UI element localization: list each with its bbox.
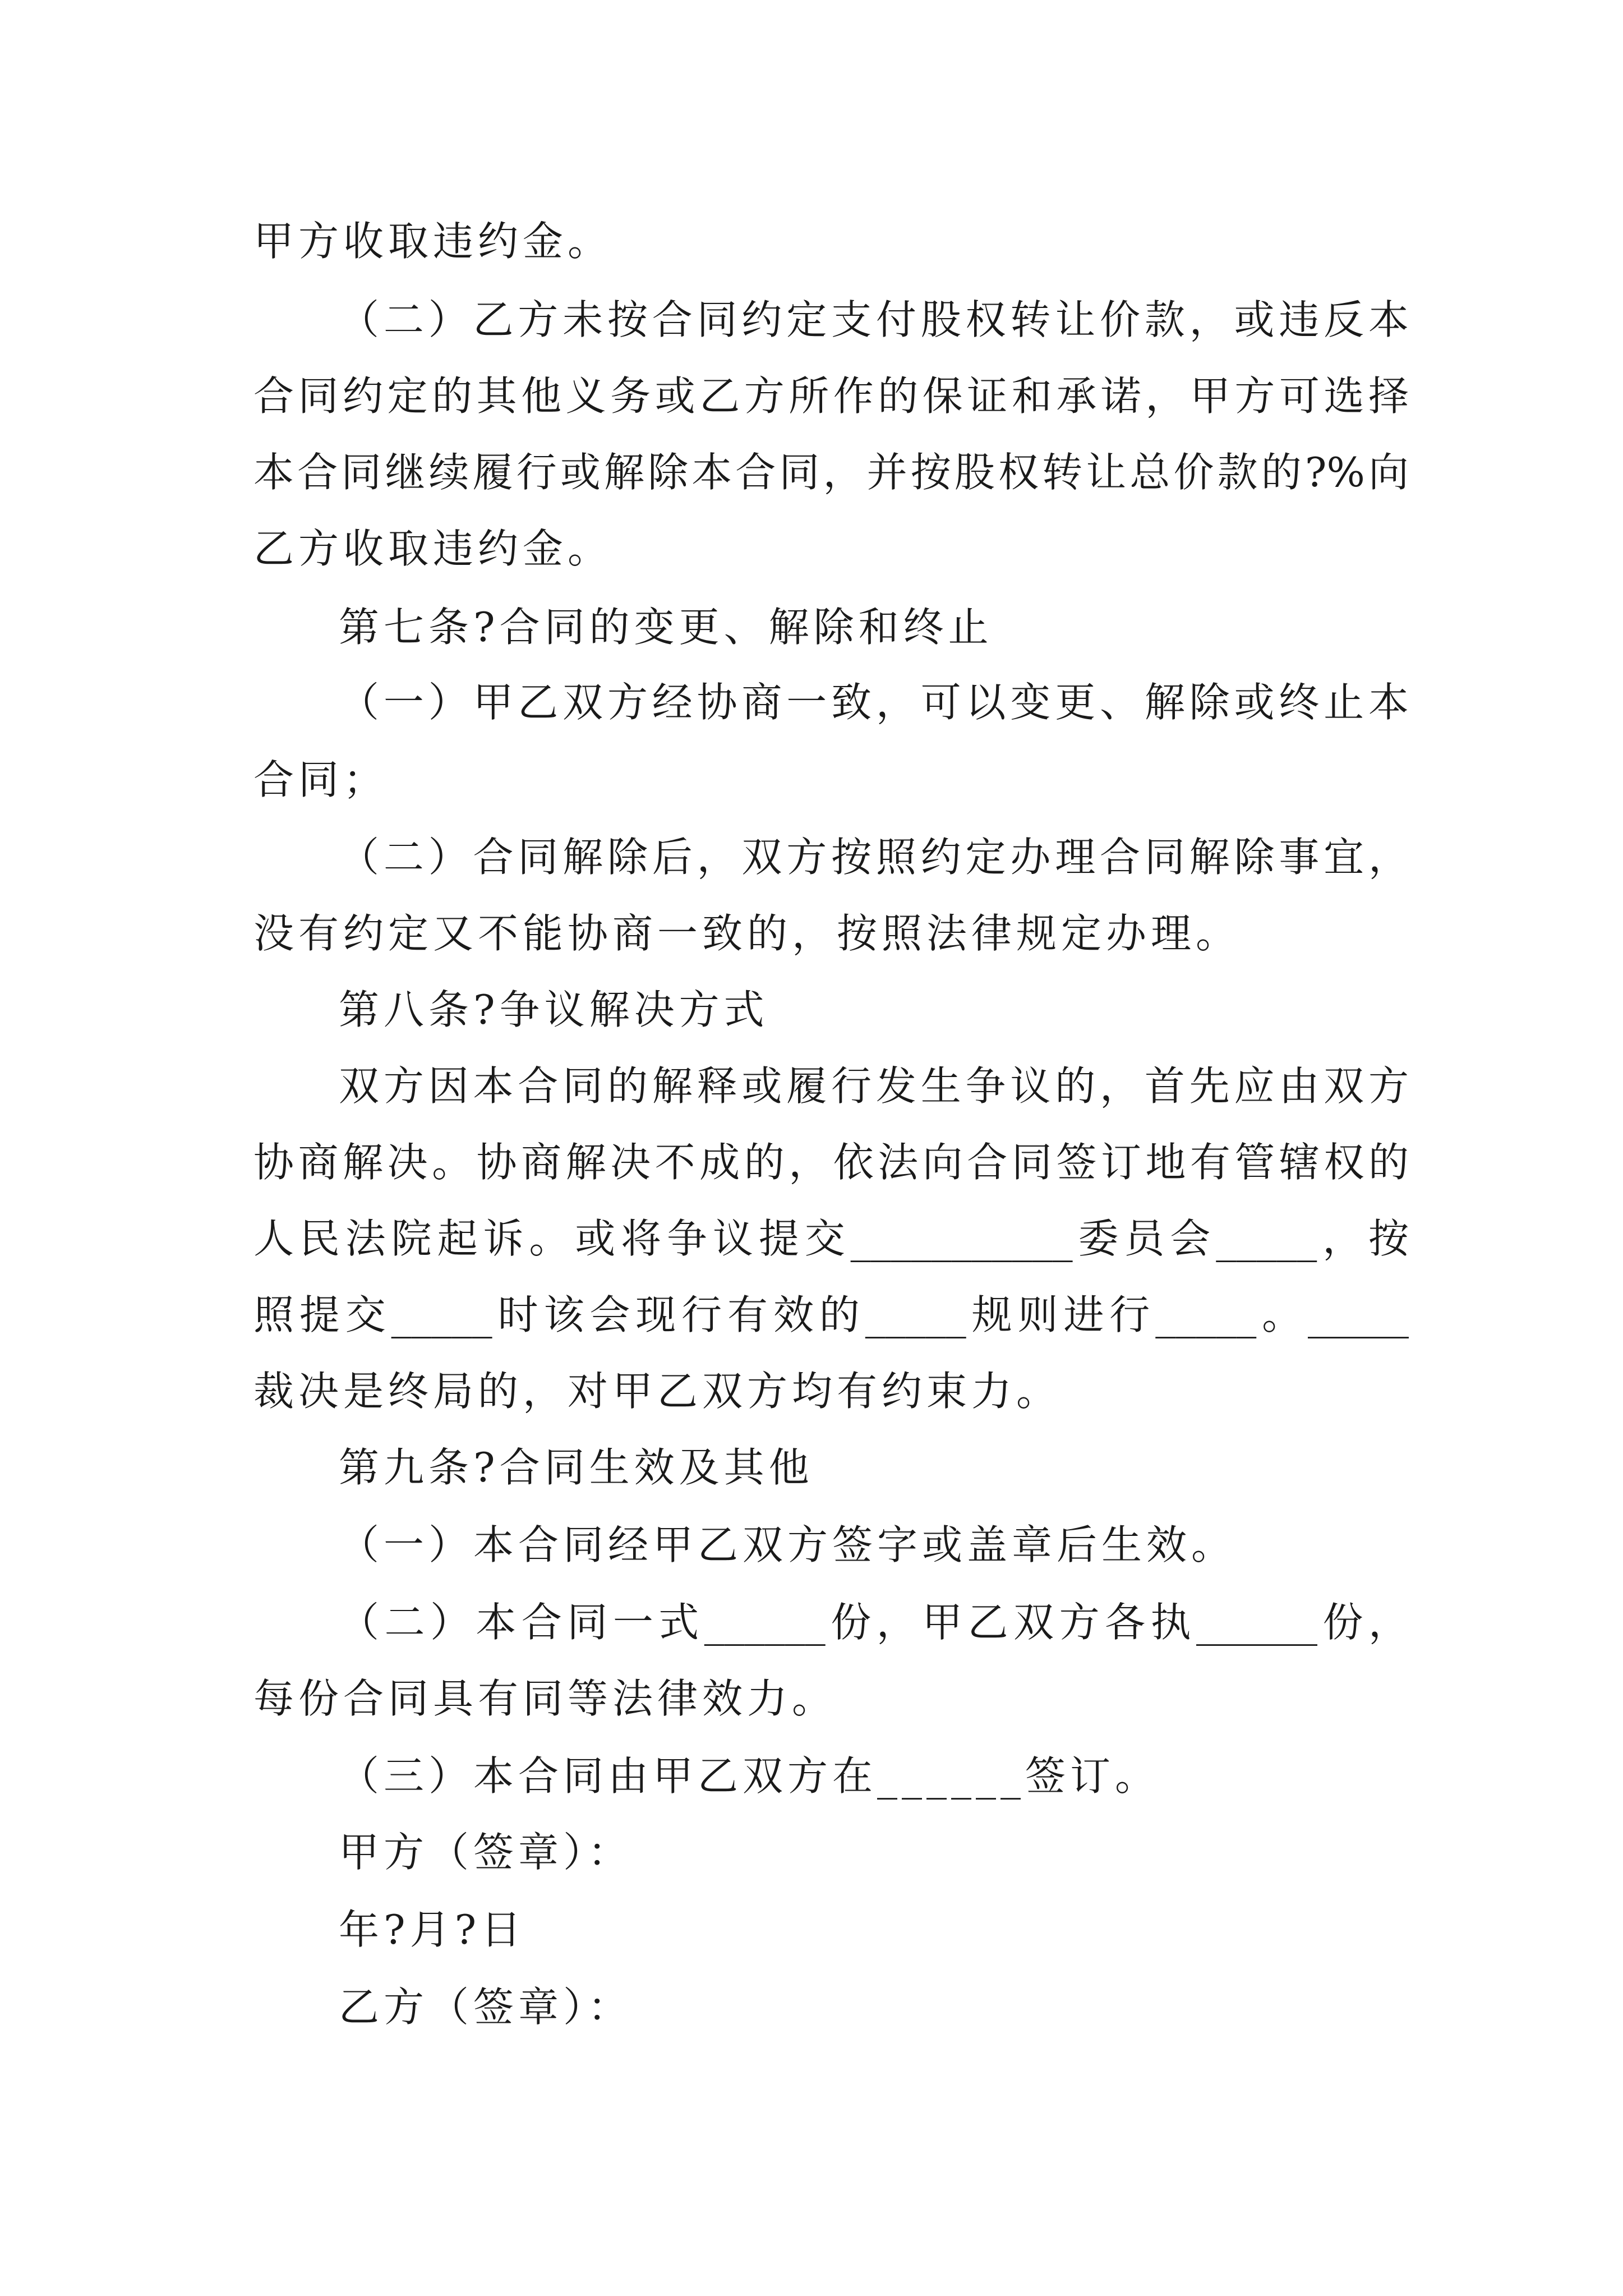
paragraph-line: 双方因本合同的解释或履行发生争议的，首先应由双方 [339, 1062, 1409, 1110]
section-heading: 第七条?合同的变更、解除和终止 [339, 604, 993, 651]
signature-label-party-b: 乙方（签章）： [339, 1984, 633, 2031]
paragraph-line: 合同； [253, 756, 389, 803]
section-heading: 第九条?合同生效及其他 [339, 1444, 814, 1491]
paragraph-line: 没有约定又不能协商一致的，按照法律规定办理。 [253, 910, 1241, 957]
paragraph-line: 乙方收取违约金。 [253, 525, 613, 572]
section-heading: 第八条?争议解决方式 [339, 986, 769, 1033]
date-line: 年?月?日 [339, 1906, 526, 1953]
paragraph-line: 裁决是终局的，对甲乙双方均有约束力。 [253, 1368, 1062, 1415]
paragraph-line: （二）本合同一式______份，甲乙双方各执______份， [339, 1599, 1409, 1646]
paragraph-line: 人民法院起诉。或将争议提交___________委员会_____，按 [253, 1215, 1409, 1262]
paragraph-line: 甲方收取违约金。 [253, 218, 613, 265]
signature-label-party-a: 甲方（签章）： [339, 1829, 633, 1876]
paragraph-line: 照提交_____时该会现行有效的_____规则进行_____。_____ [253, 1291, 1409, 1338]
paragraph-line: （三）本合同由甲乙双方在______签订。 [339, 1752, 1160, 1800]
paragraph-line: （一）本合同经甲乙双方签字或盖章后生效。 [339, 1521, 1237, 1568]
paragraph-line: （二）乙方未按合同约定支付股权转让价款，或违反本 [339, 296, 1409, 343]
paragraph-line: 本合同继续履行或解除本合同，并按股权转让总价款的?%向 [253, 449, 1409, 496]
paragraph-line: 每份合同具有同等法律效力。 [253, 1675, 837, 1722]
paragraph-line: 合同约定的其他义务或乙方所作的保证和承诺，甲方可选择 [253, 372, 1409, 420]
paragraph-line: （一）甲乙双方经协商一致，可以变更、解除或终止本 [339, 679, 1409, 726]
paragraph-line: （二）合同解除后，双方按照约定办理合同解除事宜， [339, 834, 1409, 881]
paragraph-line: 协商解决。协商解决不成的，依法向合同签订地有管辖权的 [253, 1139, 1409, 1186]
